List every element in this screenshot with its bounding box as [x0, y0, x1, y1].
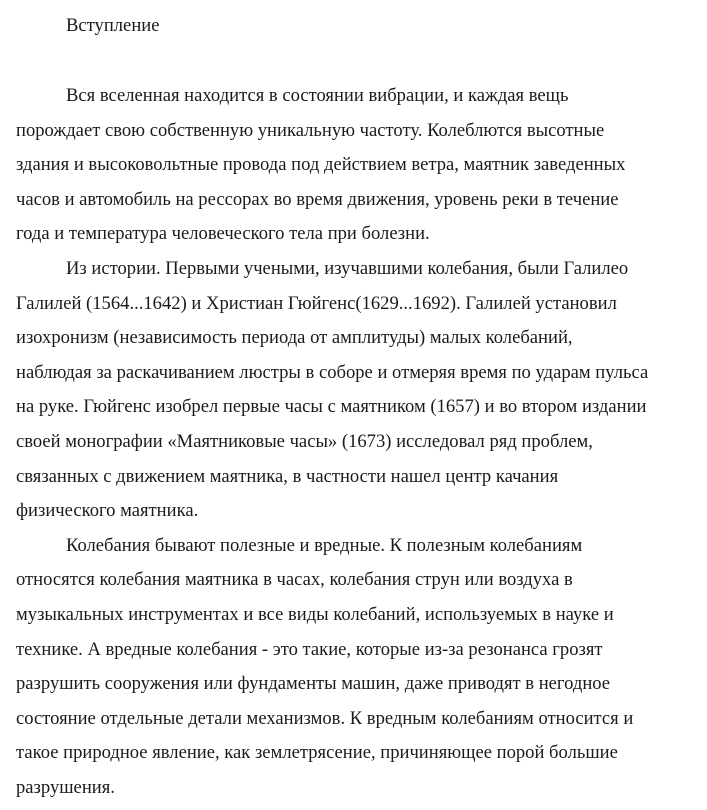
paragraph-3-line-7: такое природное явление, как землетрясение, причиняющее порой большие [16, 742, 618, 764]
paragraph-2-line-6: своей монографии «Маятниковые часы» (1673) исследовал ряд проблем, [16, 430, 593, 452]
paragraph-3-line-3: музыкальных инструментах и все виды колебаний, используемых в науке и [16, 603, 614, 625]
paragraph-1-line-4: часов и автомобиль на рессорах во время движения, уровень реки в течение [16, 188, 619, 210]
document-body [16, 84, 696, 810]
paragraph-2-line-2: Галилей (1564...1642) и Христиан Гюйгенс(1629...1692). Галилей установил [16, 292, 617, 314]
paragraph-2-line-5: на руке. Гюйгенс изобрел первые часы с маятником (1657) и во втором издании [16, 396, 647, 418]
paragraph-3-line-6: состояние отдельные детали механизмов. К вредным колебаниям относится и [16, 707, 634, 729]
section-heading: Вступление [66, 15, 160, 36]
paragraph-1-line-1: Вся вселенная находится в состоянии вибрации, и каждая вещь [66, 85, 569, 106]
paragraph-2-line-4: наблюдая за раскачиванием люстры в соборе и отмеряя время по ударам пульса [16, 361, 649, 383]
paragraph-2-line-3: изохронизм (независимость периода от амплитуды) малых колебаний, [16, 327, 573, 349]
paragraph-2-line-1: Из истории. Первыми учеными, изучавшими колебания, были Галилео [66, 257, 629, 279]
paragraph-3-line-5: разрушить сооружения или фундаменты машин, даже приводят в негодное [16, 673, 611, 695]
paragraph-3-line-8: разрушения. [16, 776, 115, 798]
paragraph-1-line-2: порождает свою собственную уникальную частоту. Колеблются высотные [16, 119, 605, 141]
paragraph-2-line-8: физического маятника. [16, 500, 199, 522]
paragraph-2-line-7: связанных с движением маятника, в частности нашел центр качания [16, 465, 559, 487]
paragraph-1-line-3: здания и высоковольтные провода под действием ветра, маятник заведенных [16, 154, 626, 176]
paragraph-3-line-2: относятся колебания маятника в часах, колебания струн или воздуха в [16, 569, 573, 591]
paragraph-3-line-4: технике. А вредные колебания - это такие, которые из-за резонанса грозят [16, 638, 603, 660]
paragraph-1-line-5: года и температура человеческого тела при болезни. [16, 223, 430, 245]
paragraph-3-line-1: Колебания бывают полезные и вредные. К полезным колебаниям [66, 534, 583, 556]
